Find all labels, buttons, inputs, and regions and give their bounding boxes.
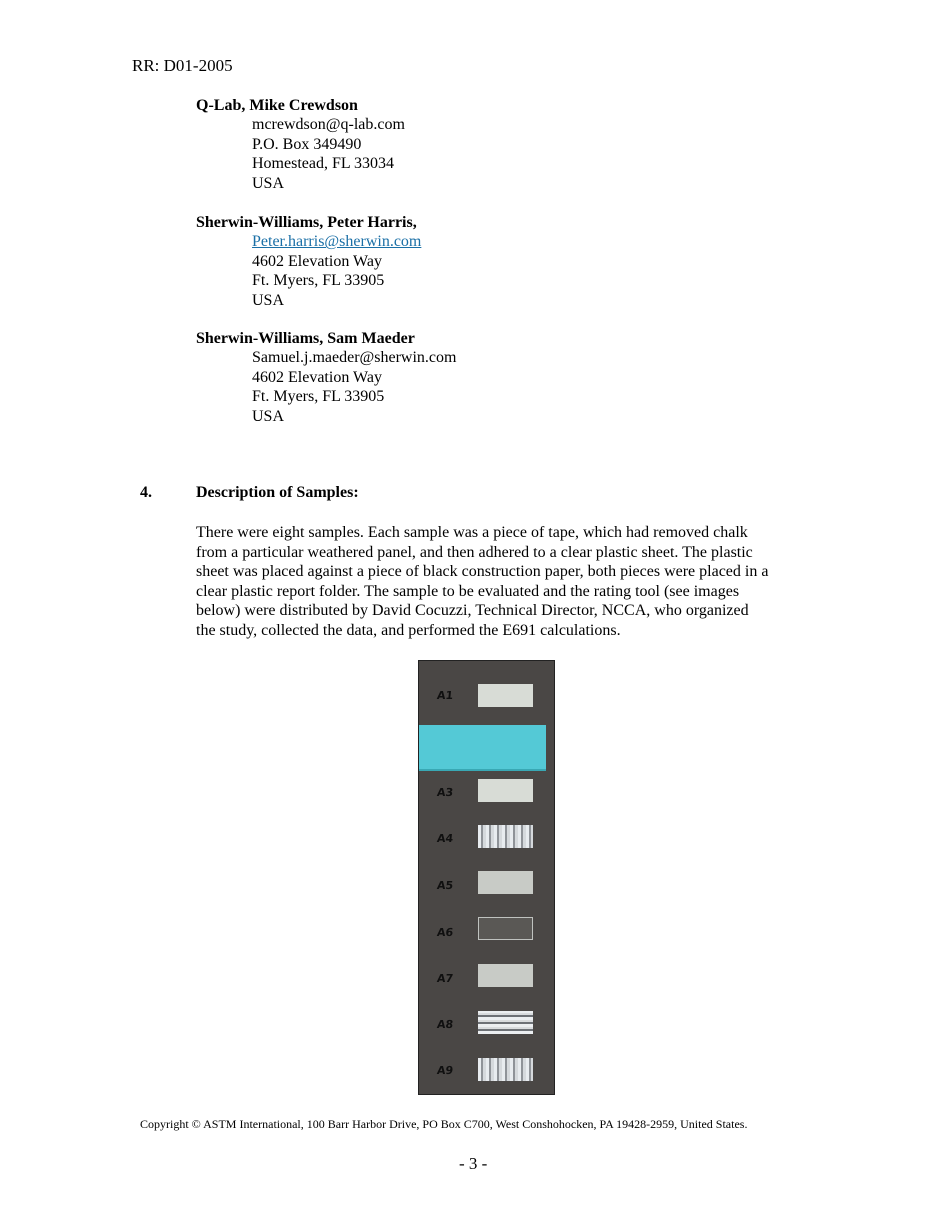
paragraph-line: the study, collected the data, and performed the E691 calculations.: [196, 621, 621, 639]
contact-country: USA: [252, 291, 285, 309]
sample-tape-strip: [478, 1011, 533, 1034]
contact-block: [196, 329, 456, 426]
section-title: Description of Samples:: [196, 484, 359, 501]
paragraph-line: There were eight samples. Each sample was a piece of tape, which had removed chalk: [196, 524, 748, 541]
contact-name: Sherwin-Williams, Peter Harris,: [196, 214, 417, 231]
sample-label: A8: [436, 1018, 454, 1031]
sample-tape-strip: [478, 779, 533, 802]
sample-tape-strip: [478, 871, 533, 894]
sample-label: A5: [436, 879, 454, 892]
contact-country: USA: [252, 407, 285, 425]
report-header: RR: D01-2005: [132, 56, 233, 75]
contact-email-link[interactable]: Peter.harris@sherwin.com: [252, 233, 422, 251]
paragraph-line: from a particular weathered panel, and then adhered to a clear plastic sheet. The plastic: [196, 543, 753, 561]
contact-name: Q-Lab, Mike Crewdson: [196, 97, 358, 114]
contact-city-line: Ft. Myers, FL 33905: [252, 388, 385, 406]
samples-photo: [418, 660, 555, 1095]
sample-label: A3: [436, 786, 454, 799]
sample-tape-strip: [478, 684, 533, 707]
contact-address-line: 4602 Elevation Way: [252, 252, 382, 270]
sample-tape-strip: [478, 917, 533, 940]
contact-city-line: Homestead, FL 33034: [252, 155, 395, 173]
contact-country: USA: [252, 174, 285, 192]
paragraph-line: sheet was placed against a piece of black construction paper, both pieces were placed in a: [196, 563, 769, 581]
sample-label: A9: [436, 1064, 454, 1077]
contact-email: mcrewdson@q-lab.com: [252, 116, 405, 134]
paragraph-line: below) were distributed by David Cocuzzi, Technical Director, NCCA, who organized: [196, 602, 749, 620]
sample-tape-strip: [478, 825, 533, 848]
contact-block: [196, 96, 405, 193]
contact-email: Samuel.j.maeder@sherwin.com: [252, 349, 457, 367]
sample-label: A1: [436, 689, 454, 702]
section-number: 4.: [140, 484, 152, 501]
contact-city-line: Ft. Myers, FL 33905: [252, 272, 385, 290]
copyright-notice: Copyright © ASTM International, 100 Barr Harbor Drive, PO Box C700, West Conshohocken, PA 19428-2959, United States.: [140, 1117, 748, 1131]
contact-address-line: P.O. Box 349490: [252, 135, 362, 153]
contact-address-line: 4602 Elevation Way: [252, 368, 382, 386]
sample-label: A4: [436, 832, 454, 845]
section-paragraph: [196, 523, 816, 641]
sample-label: A7: [436, 972, 454, 985]
sample-tape-strip: [478, 964, 533, 987]
page-number: - 3 -: [459, 1154, 488, 1173]
contact-block: [196, 213, 421, 310]
sample-label: A6: [436, 926, 454, 939]
rating-tool: [419, 725, 546, 771]
sample-tape-strip: [478, 1058, 533, 1081]
contact-name: Sherwin-Williams, Sam Maeder: [196, 330, 415, 347]
paragraph-line: clear plastic report folder. The sample to be evaluated and the rating tool (see images: [196, 582, 740, 600]
